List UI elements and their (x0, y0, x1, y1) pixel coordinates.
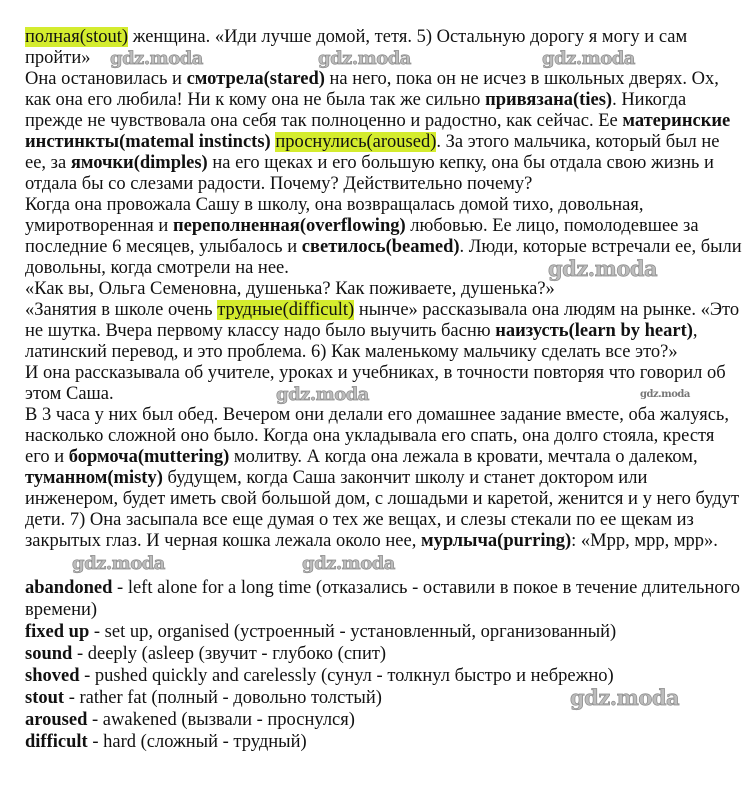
text-line (25, 174, 742, 195)
watermark: gdz.moda (548, 256, 658, 281)
text-segment: латинский перевод, и это проблема. 6) Как маленькому мальчику сделать все это?» (25, 342, 678, 362)
text-line (25, 489, 742, 510)
bold-term: мурлыча(purring) (420, 531, 572, 551)
bold-term: переполненная(overflowing) (172, 216, 406, 236)
text-segment: - hard (сложный - трудный) (87, 732, 307, 752)
text-segment: нынче» рассказывала она людям на рынке. «Это (354, 300, 740, 320)
bold-term: difficult (25, 732, 88, 752)
text-segment: Когда она провожала Сашу в школу, она возвращалась домой тихо, довольная, (25, 195, 644, 215)
text-segment: любовью. Ее лицо, помолодевшее за (405, 216, 699, 236)
text-segment: женщина. «Иди лучше домой, тетя. 5) Остальную дорогу я могу и сам (128, 27, 688, 47)
text-segment: его и (25, 447, 69, 467)
text-line (25, 237, 742, 258)
text-segment: дети. 7) Она засыпала все еще думая о тех же вещах, и слезы стекали по ее щекам из (25, 510, 694, 530)
text-segment: «Занятия в школе очень (25, 300, 218, 320)
story-text (25, 27, 742, 552)
bold-term: материнские (622, 111, 731, 131)
text-segment: ее, за (25, 153, 71, 173)
text-line (25, 405, 742, 426)
bold-term: смотрела(stared) (186, 69, 325, 89)
vocabulary-list (25, 577, 740, 753)
text-segment: - awakened (вызвали - проснулся) (87, 710, 355, 730)
text-line (25, 69, 742, 90)
text-segment: довольны, когда смотрели на нее. (25, 258, 289, 278)
watermark: gdz.moda (640, 389, 690, 400)
text-segment: как она его любила! Ни к кому она не была так же сильно (25, 90, 486, 110)
text-line (25, 300, 742, 321)
text-line (25, 531, 742, 552)
text-line (25, 153, 742, 174)
bold-term: светилось(beamed) (301, 237, 460, 257)
text-segment: : «Мрр, мрр, мрр». (571, 531, 718, 551)
text-segment: отдала бы со слезами радости. Почему? Действительно почему? (25, 174, 533, 194)
text-line (25, 111, 742, 132)
text-segment: - pushed quickly and carelessly (сунул - толкнул быстро и небрежно) (79, 666, 614, 686)
text-segment: молитву. А когда она лежала в кровати, мечтала о далеком, (229, 447, 698, 467)
bold-term: наизусть(learn by heart) (495, 321, 693, 341)
watermark: gdz.moda (72, 553, 165, 574)
text-segment: умиротворенная и (25, 216, 173, 236)
text-segment: , (692, 321, 698, 341)
watermark: gdz.moda (542, 48, 635, 69)
text-line (25, 426, 742, 447)
text-line (25, 27, 742, 48)
text-line (25, 363, 742, 384)
text-line (25, 216, 742, 237)
text-segment: В 3 часа у них был обед. Вечером они делали его домашнее задание вместе, оба жалуясь, (25, 405, 729, 425)
bold-term: sound (25, 644, 73, 664)
text-segment: «Как вы, Ольга Семеновна, душенька? Как поживаете, душенька?» (25, 279, 555, 299)
text-segment: инженером, будет иметь свой большой дом, с лошадьми и каретой, женится и у него будут (25, 489, 740, 509)
text-line (25, 468, 742, 489)
text-line (25, 510, 742, 531)
text-segment: . Никогда (612, 90, 687, 110)
text-segment: - rather fat (полный - довольно толстый) (64, 688, 382, 708)
text-line (25, 195, 742, 216)
bold-term: ямочки(dimples) (70, 153, 208, 173)
text-line (25, 132, 742, 153)
watermark: gdz.moda (302, 553, 395, 574)
bold-term: привязана(ties) (485, 90, 613, 110)
watermark: gdz.moda (110, 48, 203, 69)
vocab-entry (25, 731, 740, 753)
watermark: gdz.moda (276, 384, 369, 405)
text-segment: . Люди, которые встречали ее, были (459, 237, 742, 257)
highlighted-term: полная(stout) (25, 27, 129, 47)
text-segment: закрытых глаз. И черная кошка лежала около нее, (25, 531, 421, 551)
bold-term: fixed up (25, 622, 90, 642)
text-segment: этом Саша. (25, 384, 114, 404)
bold-term: инстинкты(matemal instincts) (25, 132, 271, 152)
bold-term: shoved (25, 666, 80, 686)
text-line (25, 321, 742, 342)
watermark: gdz.moda (570, 685, 680, 710)
text-line (25, 447, 742, 468)
text-segment: И она рассказывала об учителе, уроках и учебниках, в точности повторяя что говорил об (25, 363, 726, 383)
text-segment: насколько сложной оно было. Когда она укладывала его спать, она долго стояла, крестя (25, 426, 715, 446)
highlighted-term: проснулись(aroused) (275, 132, 437, 152)
text-segment: прежде не чувствовала она себя так полноценно и радостно, как сейчас. Ее (25, 111, 623, 131)
highlighted-term: трудные(difficult) (217, 300, 355, 320)
bold-term: aroused (25, 710, 88, 730)
text-segment: Она остановилась и (25, 69, 187, 89)
text-segment: не шутка. Вчера первому классу надо было выучить басню (25, 321, 496, 341)
watermark: gdz.moda (318, 48, 411, 69)
vocab-entry (25, 621, 740, 643)
text-segment: - set up, organised (устроенный - установленный, организованный) (89, 622, 617, 642)
vocab-entry (25, 577, 740, 599)
text-segment: последние 6 месяцев, улыбалось и (25, 237, 302, 257)
text-segment: на него, пока он не исчез в школьных дверях. Ох, (324, 69, 719, 89)
text-line (25, 342, 742, 363)
text-segment: пройти» (25, 48, 91, 68)
text-segment: на его щеках и его большую кепку, она бы отдала свою жизнь и (207, 153, 714, 173)
bold-term: бормоча(muttering) (68, 447, 230, 467)
bold-term: abandoned (25, 578, 113, 598)
vocab-entry (25, 599, 740, 621)
text-segment: времени) (25, 600, 98, 620)
vocab-entry (25, 709, 740, 731)
bold-term: stout (25, 688, 65, 708)
vocab-entry (25, 643, 740, 665)
text-segment: - left alone for a long time (отказались - оставили в покое в течение длительного (112, 578, 740, 598)
text-line (25, 384, 742, 405)
text-segment: . За этого мальчика, который был не (436, 132, 720, 152)
text-segment: будущем, когда Саша закончит школу и станет доктором или (162, 468, 648, 488)
text-segment: - deeply (asleep (звучит - глубоко (спит) (72, 644, 387, 664)
text-line (25, 90, 742, 111)
text-line (25, 279, 742, 300)
bold-term: туманном(misty) (25, 468, 163, 488)
vocab-entry (25, 665, 740, 687)
